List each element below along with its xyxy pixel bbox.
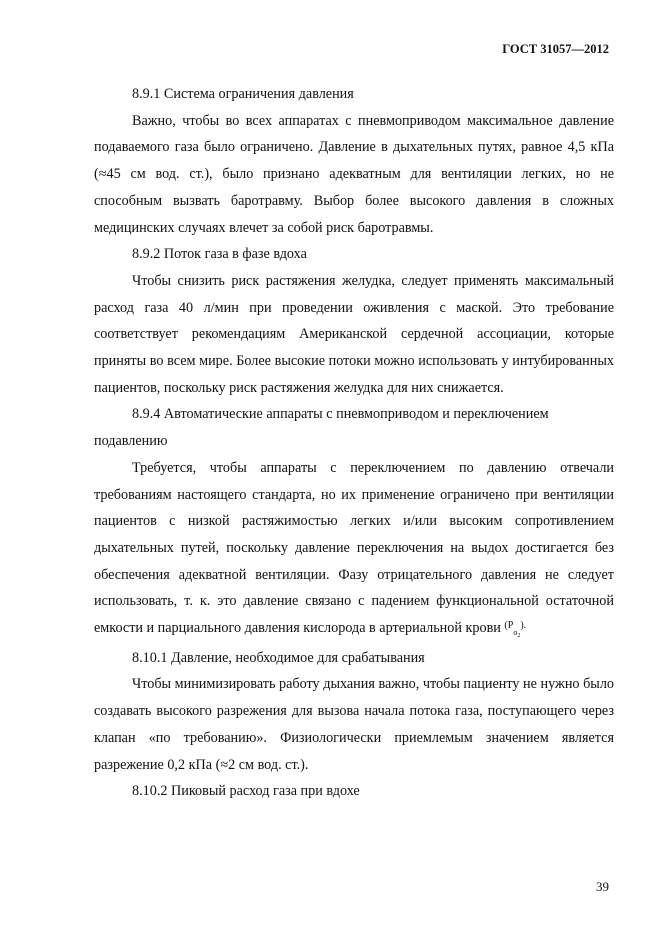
section-8-9-2-text: Чтобы снизить риск растяжения желудка, следует применять максимальный расход газа 40 л/мин при проведении оживления с маской. Это требование соответствует рекомендациям Американской сердечной ассоциации, которые приняты во всем мире. Более высокие потоки можно использовать у интубированных пациентов, поскольку риск растяжения желудка для них снижается. xyxy=(94,272,614,396)
formula-subsub: 2 xyxy=(517,633,521,640)
section-8-9-4-title: 8.9.4 Автоматические аппараты с пневмоприводом и переключением подавлению xyxy=(94,406,549,450)
formula-sub: o xyxy=(513,628,518,638)
formula-open: (P xyxy=(504,620,514,632)
formula-close: ). xyxy=(520,620,527,632)
section-8-9-1-text: Важно, чтобы во всех аппаратах с пневмоприводом максимальное давление подаваемого газа было ограничено. Давление в дыхательных путях, равное 4,5 кПа (≈45 см вод. ст.), было признано адекватным для вентиляции легких, но не способным вызвать баротравму. Выбор более высокого давления в сложных медицинских случаях влечет за собой риск баротравмы. xyxy=(94,112,614,236)
section-8-9-1-title: 8.9.1 Система ограничения давления xyxy=(132,86,354,102)
page-number: 39 xyxy=(596,879,609,894)
po2-formula xyxy=(504,620,527,640)
section-8-10-1-title: 8.10.1 Давление, необходимое для срабатывания xyxy=(132,649,425,666)
section-8-10-2-title: 8.10.2 Пиковый расход газа при вдохе xyxy=(132,783,360,800)
section-8-9-2-title: 8.9.2 Поток газа в фазе вдоха xyxy=(132,246,307,263)
section-8-9-4-body: Требуется, чтобы аппараты с переключением по давлению отвечали требованиям настоящего стандарта, но их применение ограничено при вентиляции пациентов с низкой растяжимостью легких и/или высоким сопротивлением дыхательных путей, поскольку давление переключения на выдох достигается без обеспечения адекватной вентиляции. Фазу отрицательного давления не следует использовать, т. к. это давление связано с падением функциональной остаточной емкости и парциального давления кислорода в артериальной крови xyxy=(94,459,614,637)
document-code: ГОСТ 31057—2012 xyxy=(502,42,609,56)
page-body xyxy=(94,81,614,805)
section-8-10-1-text: Чтобы минимизировать работу дыхания важно, чтобы пациенту не нужно было создавать высокого разрежения для вызова начала потока газа, поступающего через клапан «по требованию». Физиологически приемлемым значением является разрежение 0,2 кПа (≈2 см вод. ст.). xyxy=(94,676,614,773)
section-8-9-4-text xyxy=(94,455,614,645)
